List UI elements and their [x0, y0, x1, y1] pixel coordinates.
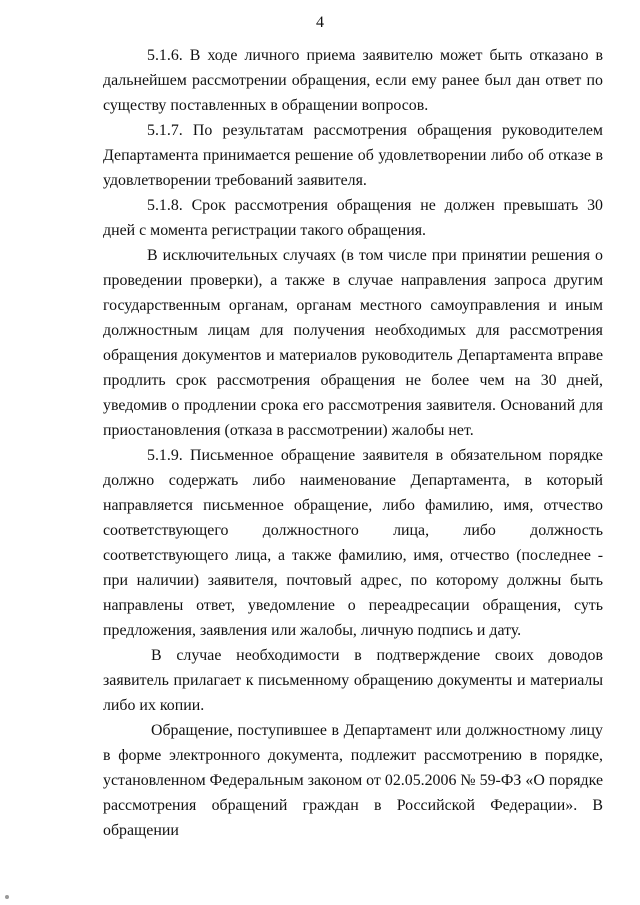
page-number: 4: [316, 14, 324, 31]
paragraph-5-1-9: 5.1.9. Письменное обращение заявителя в обязательном порядке должно содержать либо наименование Департамента, в который направляется письменное обращение, либо фамилию, имя, отчество соответствующего должностного лица, либо должность соответствующего лица, а также фамилию, имя, отчество (последнее - при наличии) заявителя, почтовый адрес, по которому должны быть направлены ответ, уведомление о переадресации обращения, суть предложения, заявления или жалобы, личную подпись и дату.: [103, 447, 603, 639]
paragraph-exceptional-cases: В исключительных случаях (в том числе при принятии решения о проведении проверки), а также в случае направления запроса другим государственным органам, органам местного самоуправления и иным должностным лицам для получения необходимых для рассмотрения обращения документов и материалов руководитель Департамента вправе продлить срок рассмотрения обращения не более чем на 30 дней, уведомив о продлении срока его рассмотрения заявителя. Оснований для приостановления (отказа в рассмотрении) жалобы нет.: [103, 247, 603, 439]
paragraph-supporting-documents: В случае необходимости в подтверждение своих доводов заявитель прилагает к письменному обращению документы и материалы либо их копии.: [103, 647, 603, 714]
paragraph-5-1-7: 5.1.7. По результатам рассмотрения обращения руководителем Департамента принимается решение об удовлетворении либо об отказе в удовлетворении требований заявителя.: [103, 122, 603, 189]
paragraph-electronic-appeal: Обращение, поступившее в Департамент или должностному лицу в форме электронного документа, подлежит рассмотрению в порядке, установленном Федеральным законом от 02.05.2006 № 59-ФЗ «О порядке рассмотрения обращений граждан в Российской Федерации». В обращении: [103, 722, 603, 839]
paragraph-5-1-8: 5.1.8. Срок рассмотрения обращения не должен превышать 30 дней с момента регистрации такого обращения.: [103, 197, 603, 239]
paragraph-5-1-6: 5.1.6. В ходе личного приема заявителю может быть отказано в дальнейшем рассмотрении обращения, если ему ранее был дан ответ по существу поставленных в обращении вопросов.: [103, 47, 603, 114]
document-body: [103, 43, 603, 843]
scan-dot-mark: [5, 895, 9, 899]
